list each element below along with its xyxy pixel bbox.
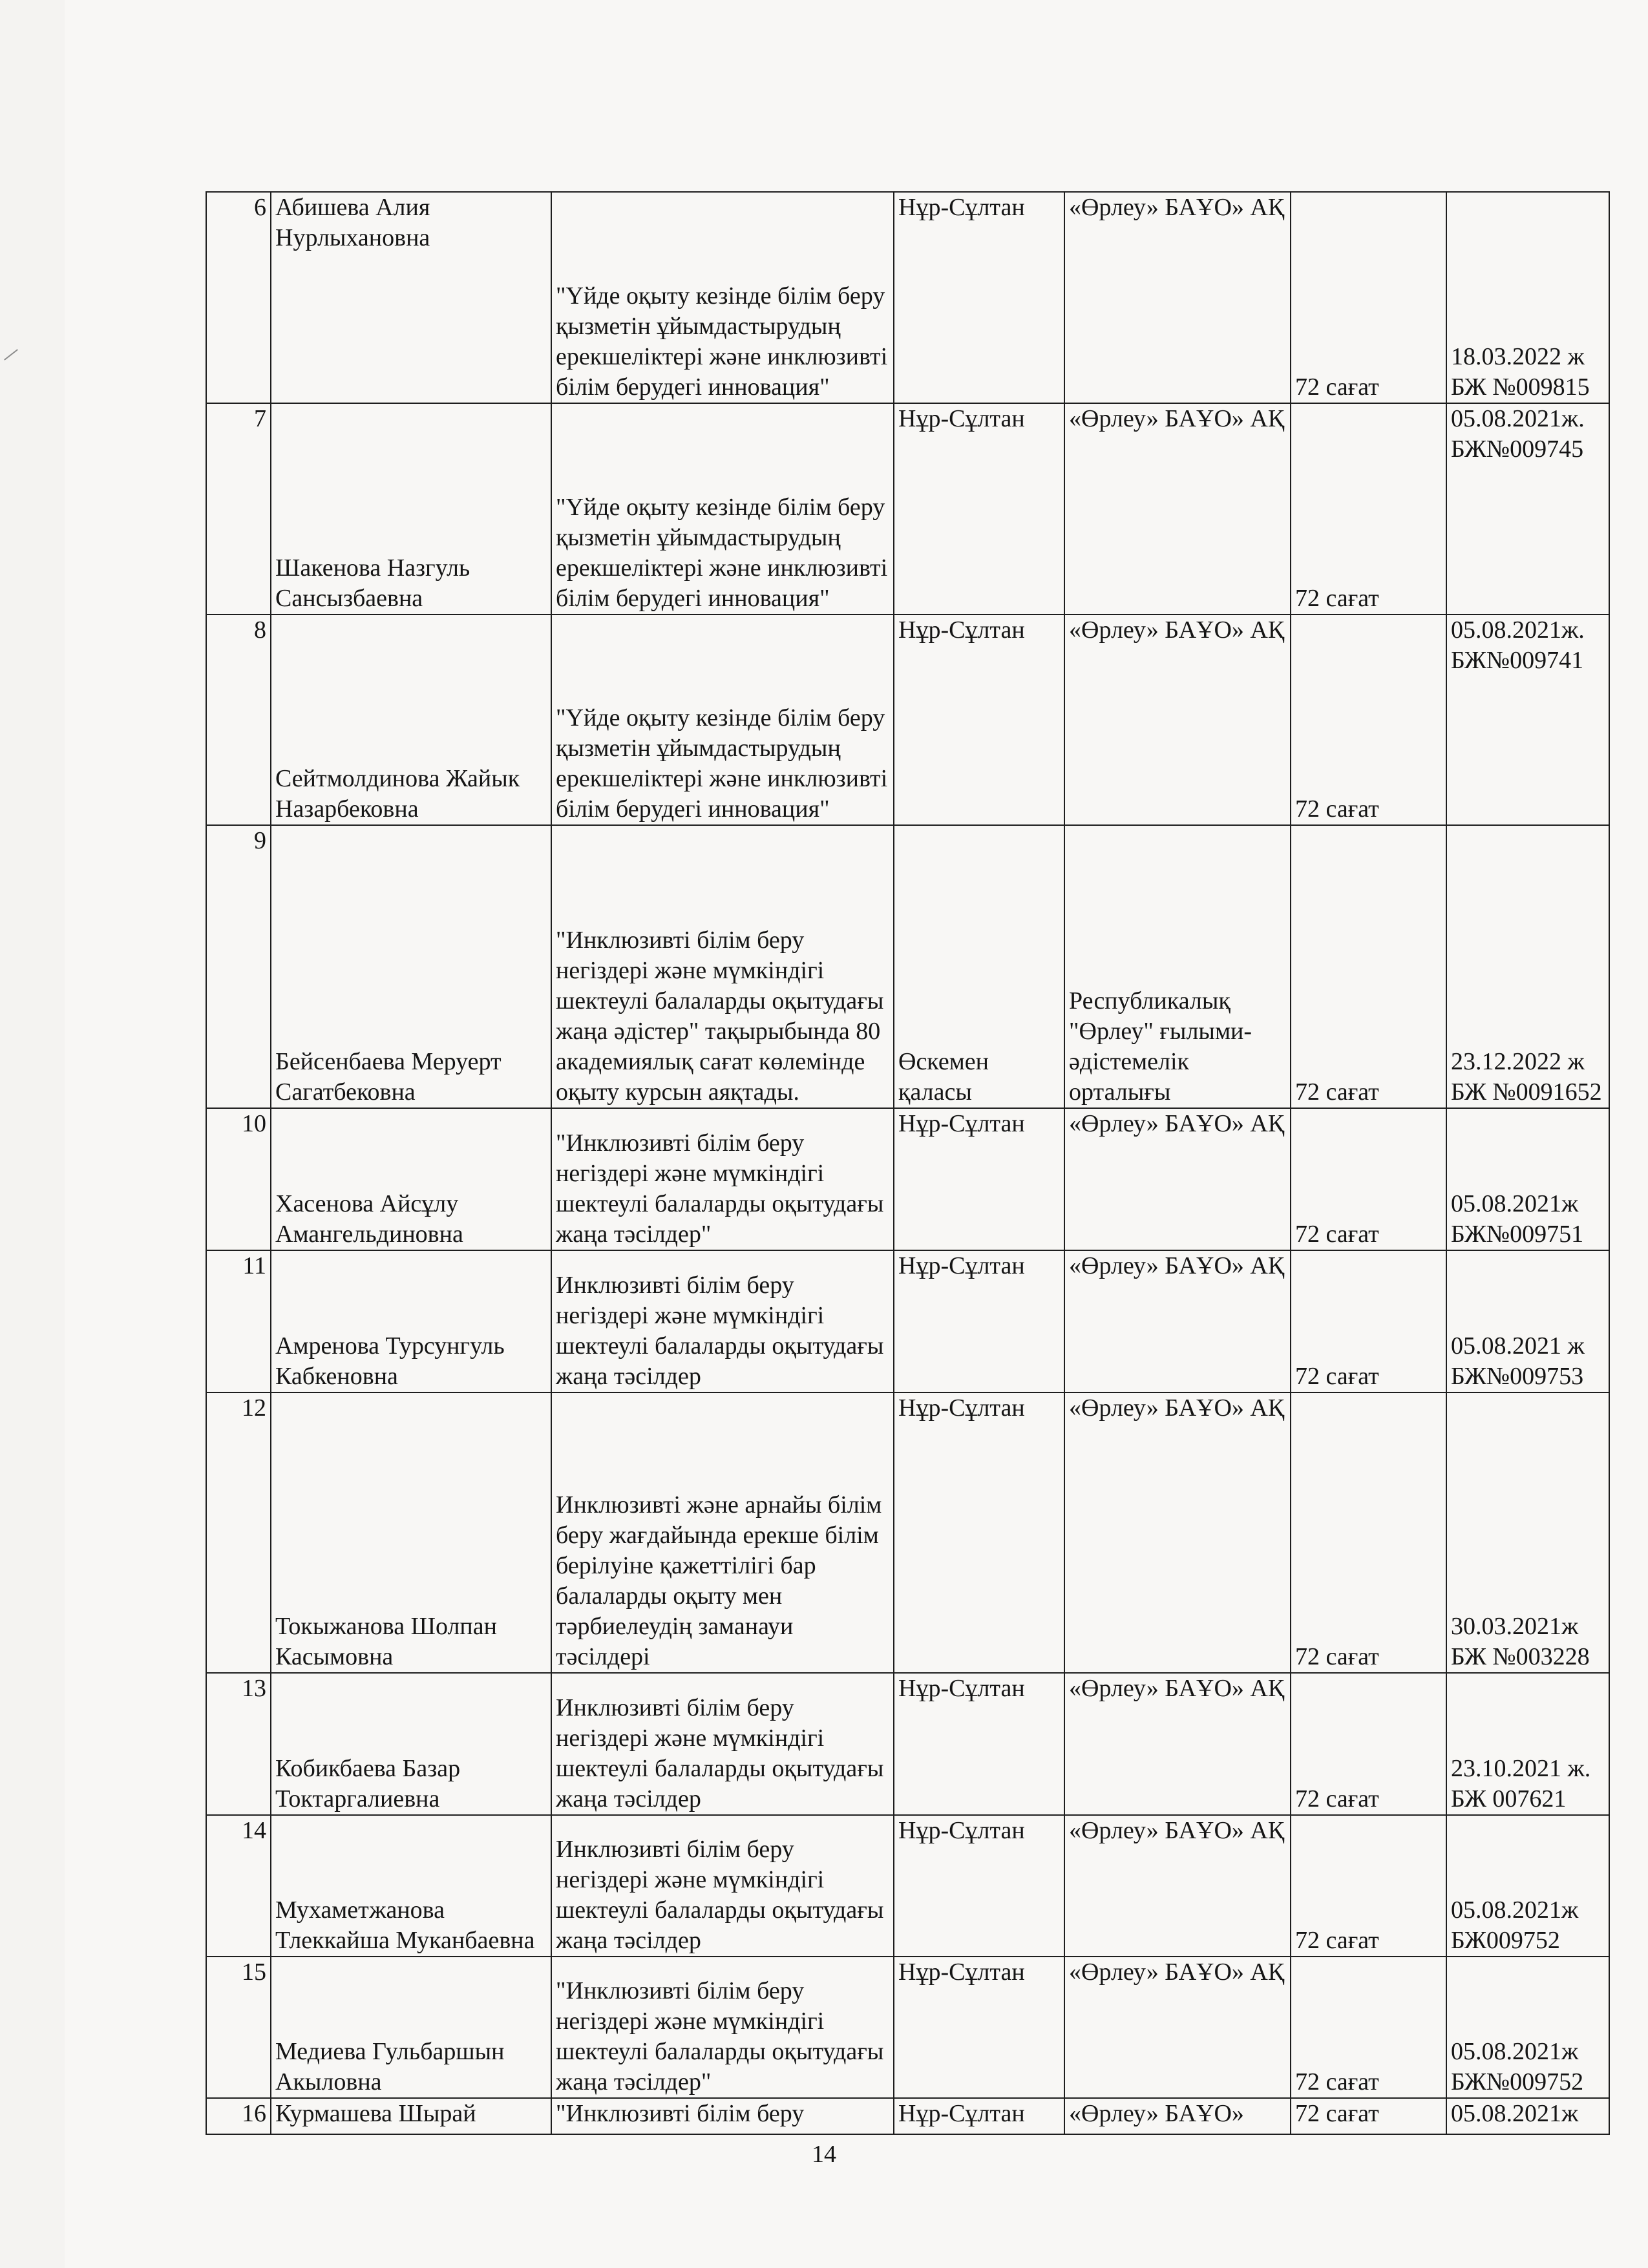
certificate-info: 05.08.2021ж БЖ№009751: [1446, 1108, 1609, 1250]
row-number: 9: [206, 825, 271, 1108]
row-number: 11: [206, 1250, 271, 1392]
certificate-info: 05.08.2021ж БЖ009752: [1446, 1815, 1609, 1957]
page-number: 14: [812, 2141, 836, 2168]
training-provider: «Өрлеу» БАҰО» АҚ: [1064, 1392, 1291, 1673]
course-location: Нұр-Сұлтан: [894, 614, 1064, 825]
training-provider: «Өрлеу» БАҰО» АҚ: [1064, 1957, 1291, 2098]
teacher-name: Хасенова Айсұлу Амангельдиновна: [271, 1108, 551, 1250]
row-number: 12: [206, 1392, 271, 1673]
row-number: 7: [206, 403, 271, 614]
course-location: Нұр-Сұлтан: [894, 1250, 1064, 1392]
course-location: Нұр-Сұлтан: [894, 1392, 1064, 1673]
course-hours: 72 сағат: [1291, 1108, 1446, 1250]
teacher-name: Амренова Турсунгуль Кабкеновна: [271, 1250, 551, 1392]
teacher-name: Абишева Алия Нурлыхановна: [271, 192, 551, 403]
teacher-name: Курмашева Шырай: [271, 2098, 551, 2134]
training-provider: «Өрлеу» БАҰО» АҚ: [1064, 1673, 1291, 1815]
course-hours: 72 сағат: [1291, 1815, 1446, 1957]
course-hours: 72 сағат: [1291, 1392, 1446, 1673]
table-row: [206, 1673, 1609, 1815]
course-title: "Инклюзивті білім беру негіздері және мүмкіндігі шектеулі балаларды оқытудағы жаңа тәсілдер": [551, 1108, 894, 1250]
course-title: "Инклюзивті білім беру негіздері және мүмкіндігі шектеулі балаларды оқытудағы жаңа тәсілдер": [551, 1957, 894, 2098]
training-provider: «Өрлеу» БАҰО» АҚ: [1064, 192, 1291, 403]
course-location: Нұр-Сұлтан: [894, 1957, 1064, 2098]
course-hours: 72 сағат: [1291, 2098, 1446, 2134]
course-hours: 72 сағат: [1291, 403, 1446, 614]
training-provider: Республикалық "Өрлеу" ғылыми-әдістемелік орталығы: [1064, 825, 1291, 1108]
certificate-info: 30.03.2021ж БЖ №003228: [1446, 1392, 1609, 1673]
teacher-name: Бейсенбаева Меруерт Сагатбековна: [271, 825, 551, 1108]
row-number: 15: [206, 1957, 271, 2098]
row-number: 13: [206, 1673, 271, 1815]
table-row: [206, 1250, 1609, 1392]
course-location: Өскемен қаласы: [894, 825, 1064, 1108]
course-location: Нұр-Сұлтан: [894, 403, 1064, 614]
training-provider: «Өрлеу» БАҰО»: [1064, 2098, 1291, 2134]
table-row: [206, 1108, 1609, 1250]
training-provider: «Өрлеу» БАҰО» АҚ: [1064, 403, 1291, 614]
scan-mark: [4, 349, 18, 361]
course-hours: 72 сағат: [1291, 1673, 1446, 1815]
row-number: 16: [206, 2098, 271, 2134]
training-provider: «Өрлеу» БАҰО» АҚ: [1064, 1815, 1291, 1957]
table-row: [206, 403, 1609, 614]
teacher-name: Токыжанова Шолпан Касымовна: [271, 1392, 551, 1673]
table-row: [206, 1957, 1609, 2098]
course-title: Инклюзивті білім беру негіздері және мүмкіндігі шектеулі балаларды оқытудағы жаңа тәсілдер: [551, 1815, 894, 1957]
certificate-info: 05.08.2021ж: [1446, 2098, 1609, 2134]
certificate-info: 05.08.2021ж. БЖ№009741: [1446, 614, 1609, 825]
course-title: "Үйде оқыту кезінде білім беру қызметін ұйымдастырудың ерекшеліктері және инклюзивті білім берудегі инновация": [551, 192, 894, 403]
certificate-info: 05.08.2021ж. БЖ№009745: [1446, 403, 1609, 614]
course-hours: 72 сағат: [1291, 614, 1446, 825]
course-location: Нұр-Сұлтан: [894, 192, 1064, 403]
course-hours: 72 сағат: [1291, 1957, 1446, 2098]
course-location: Нұр-Сұлтан: [894, 2098, 1064, 2134]
course-title: "Инклюзивті білім беру: [551, 2098, 894, 2134]
training-provider: «Өрлеу» БАҰО» АҚ: [1064, 614, 1291, 825]
training-records-table: [206, 191, 1610, 2135]
table-row: [206, 825, 1609, 1108]
certificate-info: 05.08.2021ж БЖ№009752: [1446, 1957, 1609, 2098]
table-row: [206, 192, 1609, 403]
certificate-info: 23.10.2021 ж. БЖ 007621: [1446, 1673, 1609, 1815]
course-title: "Үйде оқыту кезінде білім беру қызметін ұйымдастырудың ерекшеліктері және инклюзивті білім берудегі инновация": [551, 614, 894, 825]
certificate-info: 05.08.2021 ж БЖ№009753: [1446, 1250, 1609, 1392]
course-title: Инклюзивті және арнайы білім беру жағдайында ерекше білім берілуіне қажеттілігі бар балаларды оқыту мен тәрбиелеудің заманауи тәсілдері: [551, 1392, 894, 1673]
teacher-name: Шакенова Назгуль Сансызбаевна: [271, 403, 551, 614]
training-provider: «Өрлеу» БАҰО» АҚ: [1064, 1108, 1291, 1250]
table-row: [206, 614, 1609, 825]
teacher-name: Сейтмолдинова Жайык Назарбековна: [271, 614, 551, 825]
training-provider: «Өрлеу» БАҰО» АҚ: [1064, 1250, 1291, 1392]
course-title: Инклюзивті білім беру негіздері және мүмкіндігі шектеулі балаларды оқытудағы жаңа тәсілдер: [551, 1673, 894, 1815]
row-number: 10: [206, 1108, 271, 1250]
table-row: [206, 1392, 1609, 1673]
table-row: [206, 1815, 1609, 1957]
course-hours: 72 сағат: [1291, 825, 1446, 1108]
teacher-name: Медиева Гульбаршын Акыловна: [271, 1957, 551, 2098]
course-hours: 72 сағат: [1291, 1250, 1446, 1392]
teacher-name: Мухаметжанова Тлеккайша Муканбаевна: [271, 1815, 551, 1957]
course-location: Нұр-Сұлтан: [894, 1108, 1064, 1250]
course-location: Нұр-Сұлтан: [894, 1673, 1064, 1815]
course-title: "Үйде оқыту кезінде білім беру қызметін ұйымдастырудың ерекшеліктері және инклюзивті білім берудегі инновация": [551, 403, 894, 614]
certificate-info: 23.12.2022 ж БЖ №0091652: [1446, 825, 1609, 1108]
course-location: Нұр-Сұлтан: [894, 1815, 1064, 1957]
row-number: 14: [206, 1815, 271, 1957]
course-hours: 72 сағат: [1291, 192, 1446, 403]
row-number: 6: [206, 192, 271, 403]
row-number: 8: [206, 614, 271, 825]
table-row: [206, 2098, 1609, 2134]
certificate-info: 18.03.2022 ж БЖ №009815: [1446, 192, 1609, 403]
course-title: "Инклюзивті білім беру негіздері және мүмкіндігі шектеулі балаларды оқытудағы жаңа әдістер" тақырыбында 80 академиялық сағат көлемінде оқыту курсын аяқтады.: [551, 825, 894, 1108]
teacher-name: Кобикбаева Базар Токтаргалиевна: [271, 1673, 551, 1815]
course-title: Инклюзивті білім беру негіздері және мүмкіндігі шектеулі балаларды оқытудағы жаңа тәсілдер: [551, 1250, 894, 1392]
